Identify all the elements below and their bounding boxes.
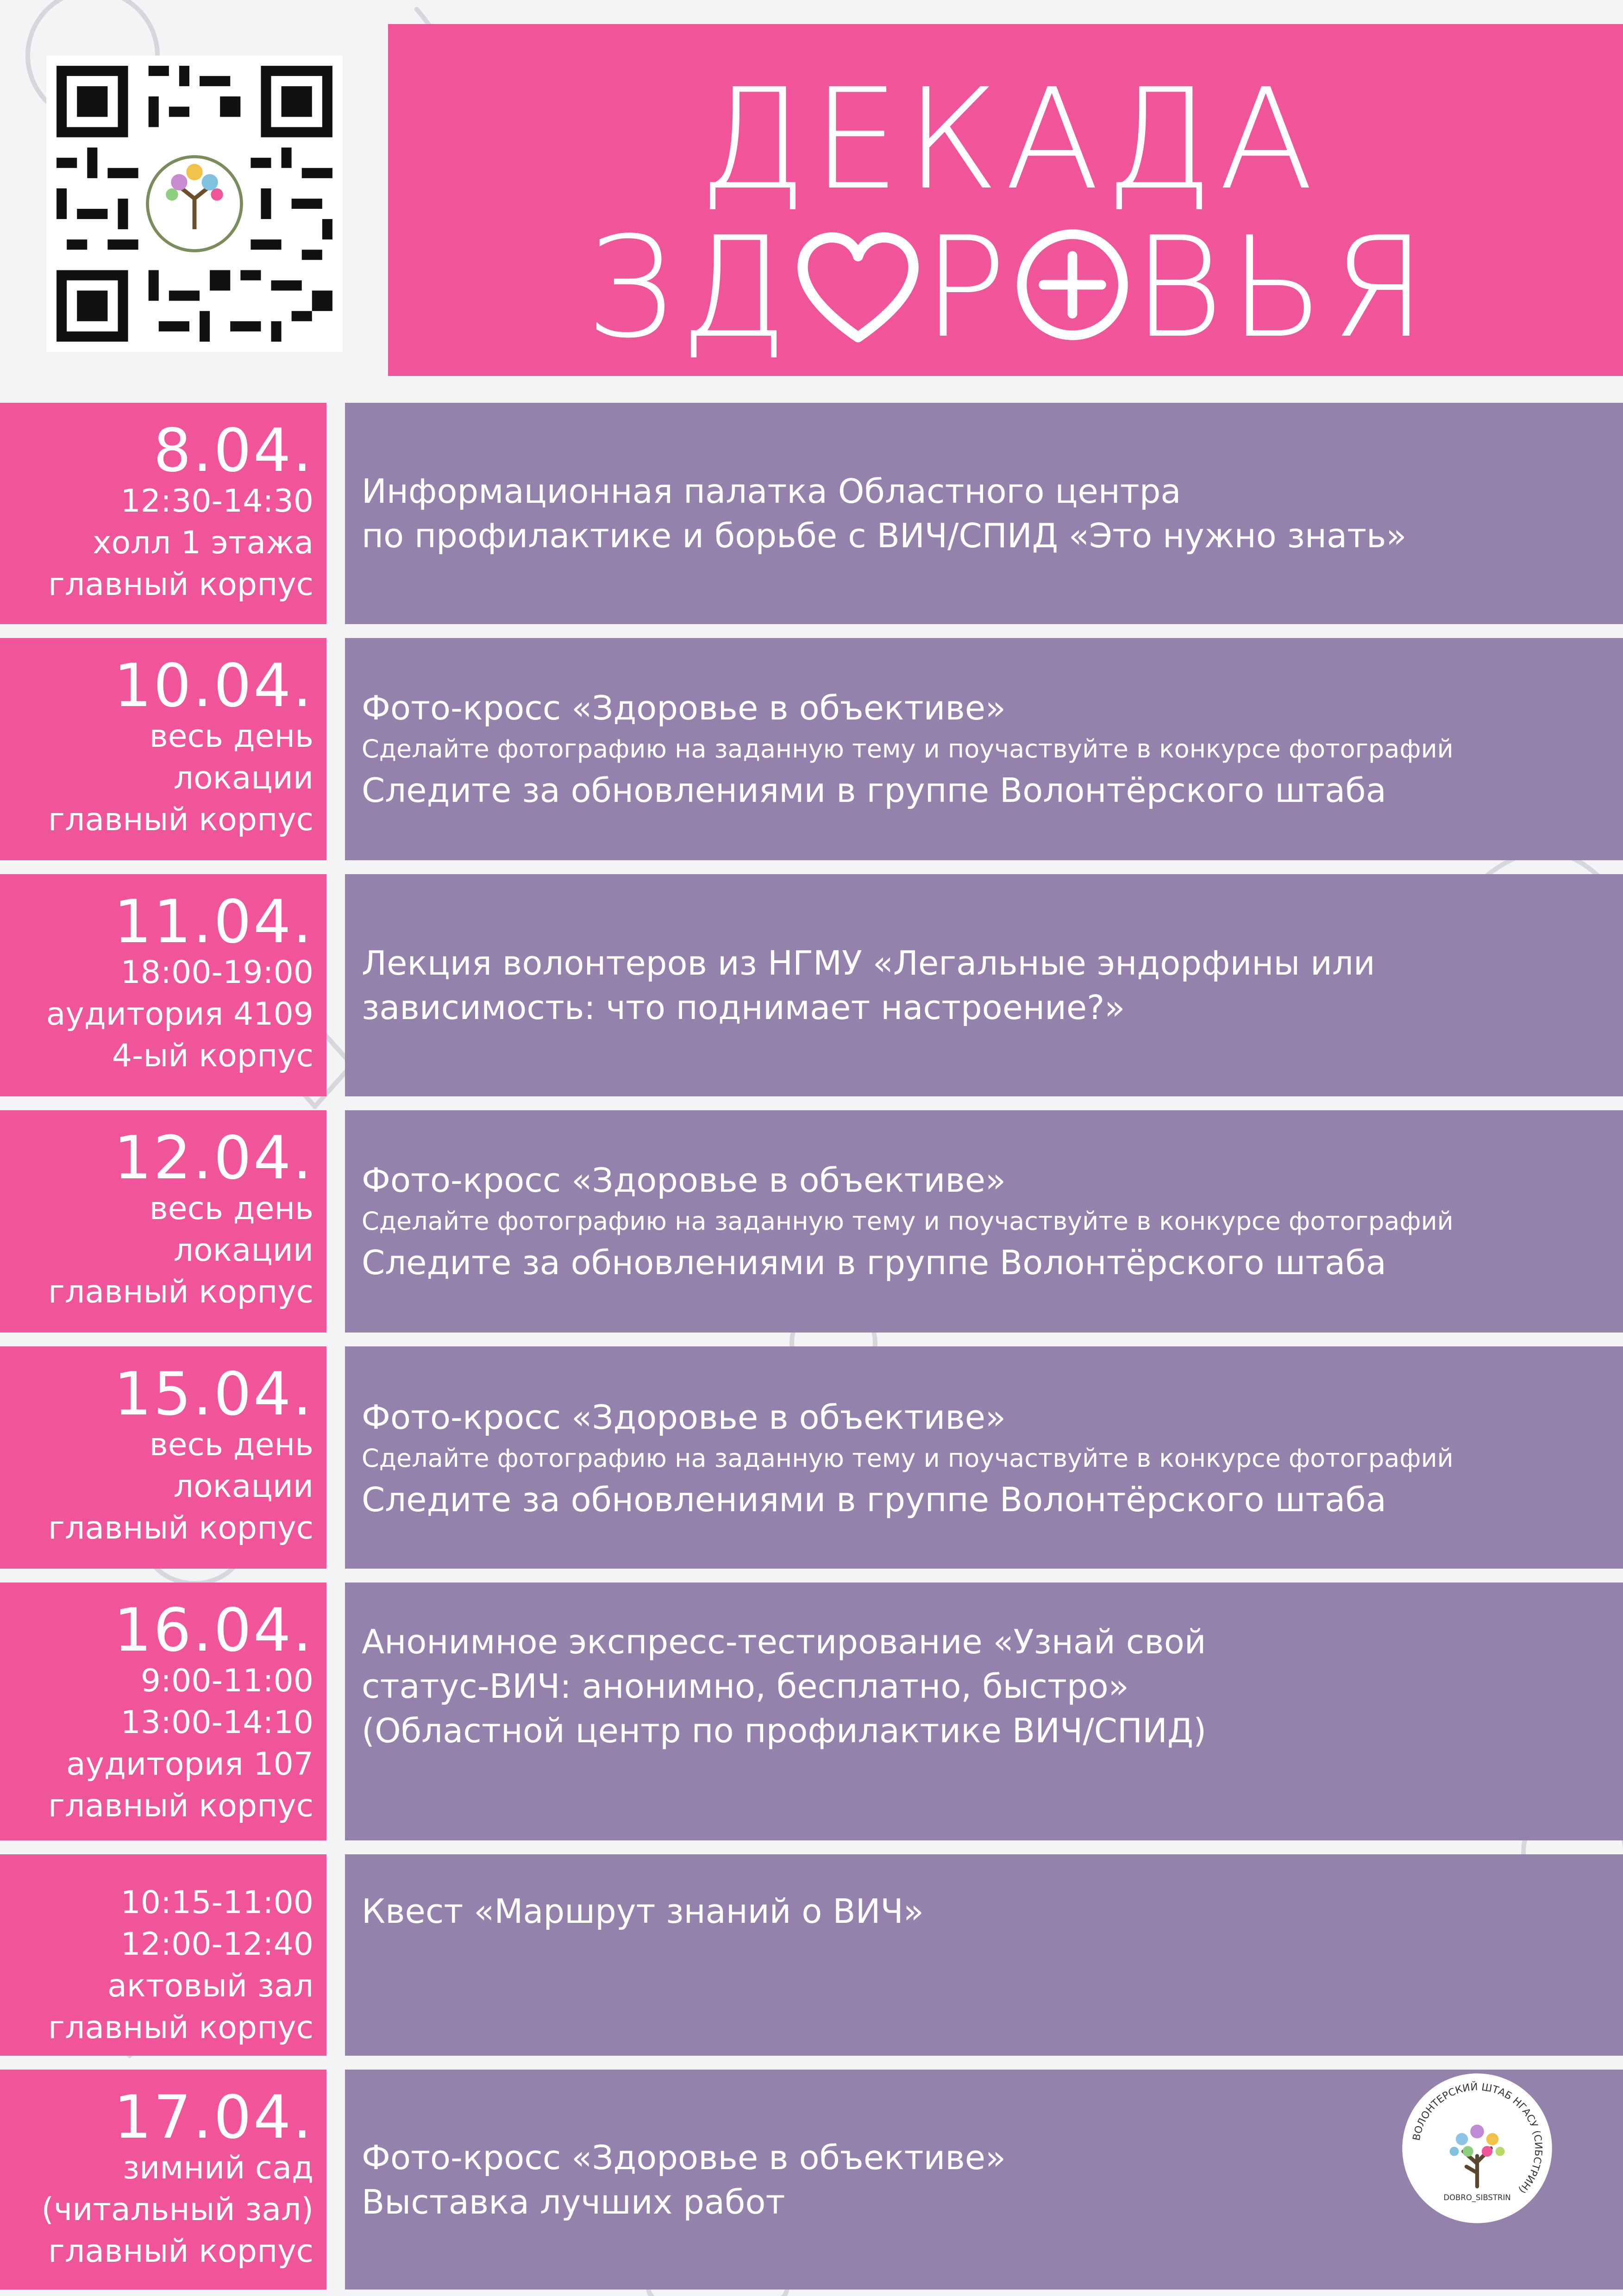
event-meta: 13:00-14:10 [120, 1704, 313, 1741]
event-description [362, 941, 1614, 1030]
event-line: Фото-кросс «Здоровье в объективе» [362, 1161, 1006, 1200]
event-meta: (читальный зал) [41, 2191, 313, 2228]
event-line: (Областной центр по профилактике ВИЧ/СПИД) [362, 1711, 1207, 1750]
event-line: Анонимное экспресс-тестирование «Узнай свой [362, 1622, 1206, 1661]
date-cell [0, 1583, 326, 1840]
event-line: Фото-кросс «Здоровье в объективе» [362, 688, 1006, 727]
event-cell [345, 403, 1623, 624]
event-line: Лекция волонтеров из НГМУ «Легальные эндорфины или [362, 944, 1375, 982]
event-meta: главный корпус [48, 801, 313, 838]
date-cell [0, 638, 326, 860]
event-line: статус-ВИЧ: анонимно, бесплатно, быстро» [362, 1667, 1129, 1706]
event-line: Следите за обновлениями в группе Волонтёрского штаба [362, 1243, 1386, 1282]
event-cell [345, 638, 1623, 860]
event-meta: главный корпус [48, 2233, 313, 2270]
event-meta: локации [173, 760, 313, 796]
event-cell [345, 874, 1623, 1096]
event-description [362, 1395, 1614, 1522]
event-date: 12.04. [113, 1124, 313, 1193]
schedule-row [0, 874, 1623, 1096]
event-line: Сделайте фотографию на заданную тему и поучаствуйте в конкурсе фотографий [362, 734, 1454, 763]
plus-circle-icon [1012, 225, 1133, 345]
date-cell [0, 403, 326, 624]
event-meta: локации [173, 1468, 313, 1505]
schedule-row [0, 1346, 1623, 1569]
title-line-1: ДЕКАДА [699, 59, 1319, 220]
schedule-row [0, 1583, 1623, 1840]
event-meta: аудитория 107 [66, 1746, 313, 1783]
event-meta: главный корпус [48, 2009, 313, 2046]
schedule-row [0, 2070, 1623, 2290]
event-date: 10.04. [113, 651, 313, 720]
title-line-2 [388, 207, 1623, 369]
event-meta: холл 1 этажа [93, 525, 313, 561]
event-meta: 12:00-12:40 [120, 1926, 313, 1963]
event-date: 17.04. [113, 2083, 313, 2152]
date-cell [0, 874, 326, 1096]
event-date: 8.04. [153, 416, 313, 485]
event-meta: 10:15-11:00 [120, 1884, 313, 1921]
event-date: 15.04. [113, 1360, 313, 1429]
event-cell [345, 1110, 1623, 1333]
event-meta: весь день [149, 718, 313, 755]
event-description [362, 1620, 1614, 1753]
event-meta: главный корпус [48, 1510, 313, 1546]
date-cell [0, 1110, 326, 1333]
event-meta: актовый зал [107, 1968, 313, 2004]
event-date: 11.04. [113, 888, 313, 957]
title-part: ЗД [586, 207, 794, 369]
logo-ring-text: ВОЛОНТЕРСКИЙ ШТАБ НГАСУ (СИБСТРИН) [1410, 2081, 1544, 2196]
event-description [362, 686, 1614, 813]
event-meta: зимний сад [122, 2150, 313, 2186]
volunteer-headquarters-logo [1401, 2072, 1554, 2225]
event-line: Сделайте фотографию на заданную тему и поучаствуйте в конкурсе фотографий [362, 1207, 1454, 1236]
qr-code[interactable] [46, 56, 343, 352]
heart-icon [793, 229, 923, 345]
event-line: Выставка лучших работ [362, 2182, 785, 2221]
date-cell [0, 1854, 326, 2056]
event-meta: аудитория 4109 [46, 996, 313, 1032]
event-line: Информационная палатка Областного центра [362, 472, 1181, 511]
event-line: Следите за обновлениями в группе Волонтёрского штаба [362, 1480, 1386, 1519]
event-meta: 18:00-19:00 [120, 954, 313, 991]
event-meta: главный корпус [48, 1274, 313, 1310]
event-description [362, 469, 1614, 558]
event-line: Следите за обновлениями в группе Волонтёрского штаба [362, 771, 1386, 810]
event-meta: весь день [149, 1426, 313, 1463]
event-cell [345, 1854, 1623, 2056]
event-cell [345, 1583, 1623, 1840]
schedule-row [0, 638, 1623, 860]
event-meta: 4-ый корпус [112, 1038, 313, 1074]
schedule-row [0, 403, 1623, 624]
event-line: зависимость: что поднимает настроение?» [362, 988, 1125, 1027]
date-cell [0, 2070, 326, 2290]
schedule-row [0, 1110, 1623, 1333]
title-part: Р [923, 207, 1012, 369]
event-meta: главный корпус [48, 1788, 313, 1824]
event-line: по профилактике и борьбе с ВИЧ/СПИД «Это нужно знать» [362, 516, 1407, 555]
event-description [362, 1889, 1614, 1933]
event-meta: 9:00-11:00 [140, 1663, 313, 1699]
event-meta: 12:30-14:30 [120, 483, 313, 519]
event-line: Фото-кросс «Здоровье в объективе» [362, 1398, 1006, 1437]
logo-handle: DOBRO_SIBSTRIN [1443, 2193, 1511, 2202]
event-description [362, 1158, 1614, 1285]
event-line: Фото-кросс «Здоровье в объективе» [362, 2138, 1006, 2177]
event-meta: локации [173, 1232, 313, 1269]
event-cell [345, 1346, 1623, 1569]
event-line: Квест «Маршрут знаний о ВИЧ» [362, 1892, 924, 1931]
title-banner [388, 24, 1623, 376]
event-date: 16.04. [113, 1596, 313, 1665]
schedule-row [0, 1854, 1623, 2056]
event-line: Сделайте фотографию на заданную тему и поучаствуйте в конкурсе фотографий [362, 1444, 1454, 1473]
title-part: ВЬЯ [1133, 207, 1432, 369]
event-meta: главный корпус [48, 566, 313, 603]
date-cell [0, 1346, 326, 1569]
event-meta: весь день [149, 1190, 313, 1227]
